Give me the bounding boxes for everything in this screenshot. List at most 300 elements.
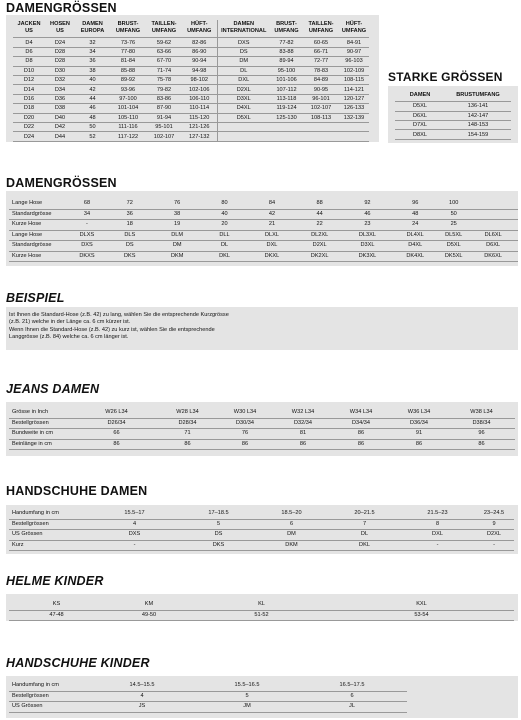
table-cell: D5XL: [395, 102, 445, 111]
table-cell: D20: [13, 113, 45, 122]
table-row: [13, 94, 369, 103]
table-cell: 36: [106, 209, 153, 220]
heading-helme-kinder: HELME KINDER: [6, 574, 104, 588]
table-cell: JS: [87, 702, 197, 713]
table-cell: D36/34: [390, 418, 448, 429]
table-cell: 98-102: [182, 75, 217, 84]
table-row: [9, 408, 515, 418]
table-cell: 154-159: [445, 130, 511, 139]
column-header: [13, 20, 45, 38]
table-cell: D6: [13, 47, 45, 56]
table-cell: 6: [297, 691, 407, 702]
table-cell: 86: [448, 439, 515, 450]
table-cell: W34 L34: [349, 409, 373, 416]
table-cell: 19: [153, 220, 200, 231]
table-cell: 90-97: [339, 47, 369, 56]
beispiel-text: [9, 312, 309, 341]
table-row: [9, 610, 514, 621]
table-row: [13, 122, 369, 131]
table-cell: 84-91: [339, 38, 369, 47]
table-row: [13, 47, 369, 56]
table-cell: D4XL: [391, 241, 439, 252]
column-header-line: UMFANG: [187, 28, 212, 35]
table-cell: 17–18.5: [208, 510, 229, 517]
table-cell: DS: [217, 47, 270, 56]
table-cell: D2XL: [474, 530, 514, 541]
beispiel-line: Wenn Ihnen die Standard-Hose (z.B. 42) zu kurz ist, wählen Sie die entsprechende: [9, 326, 215, 333]
table-cell: D40: [45, 113, 75, 122]
table-cell: 23–24.5: [483, 510, 505, 517]
helme-kinder-table: [9, 600, 514, 621]
column-header-line: US: [25, 28, 33, 35]
table-cell: 4: [87, 691, 197, 702]
column-header-line: INTERNATIONAL: [221, 28, 267, 35]
table-row: [9, 251, 518, 262]
table-cell: 20–21.5: [354, 510, 375, 517]
jeans-table: [9, 408, 515, 450]
table-cell: 34: [75, 47, 110, 56]
table-cell: W36 L34: [407, 409, 431, 416]
table-cell: D32: [45, 75, 75, 84]
row-label: Kurze Hose: [9, 220, 68, 231]
column-header: [110, 20, 146, 38]
table-row: [9, 519, 514, 530]
table-cell: 38: [153, 209, 200, 220]
damengroessen-2-table: [9, 199, 518, 262]
table-cell: 79-82: [146, 85, 182, 94]
table-cell: 59-62: [146, 38, 182, 47]
table-cell: DKXS: [68, 251, 106, 262]
table-cell: D5XL: [439, 241, 468, 252]
starke-groessen-panel: [388, 86, 518, 143]
table-cell: DK4XL: [391, 251, 439, 262]
table-cell: DKS: [106, 251, 153, 262]
table-cell: 95-100: [270, 66, 303, 75]
table-cell: DXS: [217, 38, 270, 47]
column-header: [339, 20, 369, 38]
row-label: Beinlänge in cm: [9, 439, 74, 450]
row-label: Standardgrösse: [9, 209, 68, 220]
table-row: [9, 509, 514, 519]
table-row: [13, 85, 369, 94]
table-cell: 86: [332, 429, 390, 440]
table-row: [9, 429, 515, 440]
table-cell: 111-116: [110, 122, 146, 131]
table-row: [9, 540, 514, 551]
table-cell: 125-130: [270, 113, 303, 122]
table-cell: 132-139: [339, 113, 369, 122]
table-cell: D12: [13, 75, 45, 84]
table-cell: 34: [68, 209, 106, 220]
table-cell: 32: [75, 38, 110, 47]
table-cell: W30 L34: [233, 409, 257, 416]
table-cell: 101-106: [270, 75, 303, 84]
table-row: [13, 113, 369, 122]
table-cell: 25: [439, 220, 468, 231]
table-cell: DXS: [68, 241, 106, 252]
table-cell: 110-114: [182, 104, 217, 113]
table-row: [13, 132, 369, 141]
row-label: Handumfang in cm: [12, 682, 59, 689]
table-row: [395, 120, 511, 129]
table-cell: D44: [45, 132, 75, 141]
table-cell: D34: [45, 85, 75, 94]
table-cell: 86: [332, 439, 390, 450]
heading-damengroessen-1: DAMENGRÖSSEN: [6, 1, 117, 15]
table-cell: [339, 122, 369, 131]
table-cell: 66: [74, 429, 159, 440]
row-label: Kurze Hose: [9, 251, 68, 262]
table-cell: KS: [52, 601, 61, 608]
table-cell: DKM: [153, 251, 200, 262]
table-cell: [217, 132, 270, 141]
table-row: [395, 102, 511, 111]
damengroessen-panel: [6, 15, 379, 142]
table-cell: 36: [75, 57, 110, 66]
table-cell: 88: [316, 200, 323, 207]
table-cell: 97-100: [110, 94, 146, 103]
table-cell: 75-78: [146, 75, 182, 84]
table-cell: DLM: [153, 230, 200, 241]
heading-handschuhe-kinder: HANDSCHUHE KINDER: [6, 656, 150, 670]
table-cell: DKL: [201, 251, 248, 262]
table-cell: 66-71: [303, 47, 339, 56]
table-cell: [270, 132, 303, 141]
table-cell: D24: [13, 132, 45, 141]
table-cell: 18: [106, 220, 153, 231]
table-cell: D38: [45, 104, 75, 113]
column-header-line: UMFANG: [274, 28, 299, 35]
table-cell: DL4XL: [391, 230, 439, 241]
table-cell: 102-107: [146, 132, 182, 141]
table-cell: 83-86: [146, 94, 182, 103]
table-cell: 7: [328, 519, 401, 530]
table-cell: D28: [45, 57, 75, 66]
table-cell: DK5XL: [439, 251, 468, 262]
table-cell: D24: [45, 38, 75, 47]
table-cell: DKL: [328, 540, 401, 551]
table-cell: D8: [13, 57, 45, 66]
table-cell: -: [474, 540, 514, 551]
table-cell: 90-94: [182, 57, 217, 66]
table-cell: D14: [13, 85, 45, 94]
table-row: [395, 130, 511, 139]
table-cell: DL3XL: [344, 230, 392, 241]
table-cell: DK3XL: [344, 251, 392, 262]
table-cell: 5: [197, 691, 297, 702]
table-cell: 73-76: [110, 38, 146, 47]
handschuhe-damen-table: [9, 509, 514, 551]
table-cell: KXL: [416, 601, 427, 608]
table-cell: 121-126: [182, 122, 217, 131]
row-label: Handumfang in cm: [12, 510, 59, 517]
column-header: [303, 20, 339, 38]
table-cell: 46: [75, 104, 110, 113]
table-cell: 4: [87, 519, 182, 530]
table-cell: 48: [75, 113, 110, 122]
row-label: Bestellgrössen: [9, 691, 87, 702]
table-cell: 142-147: [445, 111, 511, 120]
table-cell: DL: [328, 530, 401, 541]
table-cell: 53-54: [329, 610, 514, 621]
table-row: [13, 38, 369, 47]
table-cell: 119-124: [270, 104, 303, 113]
table-cell: D32/34: [274, 418, 332, 429]
table-cell: D10: [13, 66, 45, 75]
table-cell: 102-106: [182, 85, 217, 94]
table-cell: 115-120: [182, 113, 217, 122]
jeans-panel: [6, 402, 518, 456]
column-header: [45, 20, 75, 38]
table-cell: D36: [45, 94, 75, 103]
beispiel-line: Langgrösse (z.B. 84) welche ca. 6 cm länger ist.: [9, 333, 129, 340]
table-row: [9, 681, 514, 691]
table-cell: 49-50: [104, 610, 194, 621]
table-cell: 23: [344, 220, 392, 231]
table-cell: DXS: [87, 530, 182, 541]
table-cell: D4XL: [217, 104, 270, 113]
heading-handschuhe-damen: HANDSCHUHE DAMEN: [6, 484, 148, 498]
table-cell: 81-84: [110, 57, 146, 66]
table-cell: D6XL: [395, 111, 445, 120]
table-cell: 106-110: [182, 94, 217, 103]
row-label: Bundweite in cm: [9, 429, 74, 440]
table-cell: 100: [449, 200, 459, 207]
table-cell: KM: [144, 601, 154, 608]
handschuhe-kinder-panel: [6, 676, 518, 718]
table-cell: DXL: [248, 241, 296, 252]
table-cell: 86: [274, 439, 332, 450]
table-cell: D4: [13, 38, 45, 47]
table-cell: D16: [13, 94, 45, 103]
table-cell: D8XL: [395, 130, 445, 139]
table-cell: 96-101: [303, 94, 339, 103]
table-cell: 82-86: [182, 38, 217, 47]
table-cell: 16.5–17.5: [339, 682, 365, 689]
table-cell: [468, 209, 518, 220]
table-cell: DLXL: [248, 230, 296, 241]
heading-jeans-damen: JEANS DAMEN: [6, 382, 100, 396]
table-cell: [270, 122, 303, 131]
table-cell: 44: [75, 94, 110, 103]
column-header-line: US: [56, 28, 64, 35]
table-cell: 52: [75, 132, 110, 141]
table-cell: DKXL: [248, 251, 296, 262]
table-cell: 127-132: [182, 132, 217, 141]
column-header-line: EUROPA: [80, 28, 105, 35]
table-cell: 86: [216, 439, 274, 450]
table-cell: 40: [201, 209, 248, 220]
table-cell: -: [87, 540, 182, 551]
table-cell: 108-113: [303, 113, 339, 122]
table-cell: D2XL: [217, 85, 270, 94]
table-cell: 9: [474, 519, 514, 530]
table-cell: 85-88: [110, 66, 146, 75]
table-cell: 77-80: [110, 47, 146, 56]
table-cell: -: [68, 220, 106, 231]
heading-beispiel: BEISPIEL: [6, 291, 65, 305]
table-cell: 18.5–20: [281, 510, 302, 517]
table-cell: 102-107: [303, 104, 339, 113]
table-cell: 84-89: [303, 75, 339, 84]
table-cell: 96-103: [339, 57, 369, 66]
table-cell: DL: [217, 66, 270, 75]
table-cell: DLS: [106, 230, 153, 241]
table-cell: DXL: [217, 75, 270, 84]
table-cell: D18: [13, 104, 45, 113]
table-row: [13, 66, 369, 75]
table-row: [9, 241, 518, 252]
table-cell: [468, 199, 518, 209]
row-label: Lange Hose: [12, 200, 43, 207]
column-header-line: BRUST-: [276, 21, 297, 27]
table-cell: 107-112: [270, 85, 303, 94]
table-cell: D38/34: [448, 418, 515, 429]
table-row: [9, 220, 518, 231]
table-cell: D2XL: [296, 241, 344, 252]
heading-starke-groessen: STARKE GRÖSSEN: [388, 70, 503, 84]
table-cell: 42: [75, 85, 110, 94]
table-cell: 71: [159, 429, 216, 440]
table-cell: -: [401, 540, 474, 551]
table-cell: D30: [45, 66, 75, 75]
table-cell: 86: [74, 439, 159, 450]
table-cell: D7XL: [395, 120, 445, 129]
table-cell: 86: [390, 439, 448, 450]
table-cell: KL: [258, 601, 265, 608]
table-cell: 63-66: [146, 47, 182, 56]
table-cell: 102-109: [339, 66, 369, 75]
table-cell: 81: [274, 429, 332, 440]
table-cell: 6: [255, 519, 328, 530]
column-header-line: BRUST-: [117, 21, 139, 27]
table-cell: DS: [106, 241, 153, 252]
table-cell: 94-98: [182, 66, 217, 75]
table-cell: 114-121: [339, 85, 369, 94]
table-cell: 72-77: [303, 57, 339, 66]
table-row: [9, 199, 518, 209]
table-cell: 72: [126, 200, 133, 207]
column-header-line: DAMEN: [82, 21, 103, 27]
table-cell: 105-110: [110, 113, 146, 122]
table-cell: 38: [75, 66, 110, 75]
starke-groessen-table: [395, 91, 511, 140]
table-cell: 47-48: [9, 610, 104, 621]
damengroessen-2-panel: [6, 191, 518, 266]
table-cell: D30/34: [216, 418, 274, 429]
helme-kinder-panel: [6, 594, 518, 621]
table-cell: W32 L34: [291, 409, 315, 416]
table-cell: DM: [255, 530, 328, 541]
table-cell: 76: [216, 429, 274, 440]
table-cell: 84: [268, 200, 276, 207]
table-cell: 24: [391, 220, 439, 231]
table-cell: 21: [248, 220, 296, 231]
table-row: [13, 75, 369, 84]
table-cell: 83-88: [270, 47, 303, 56]
table-row: [9, 530, 514, 541]
table-cell: [303, 122, 339, 131]
table-cell: 101-104: [110, 104, 146, 113]
table-cell: D5XL: [217, 113, 270, 122]
table-cell: 80: [221, 200, 228, 207]
column-header-line: UMFANG: [308, 28, 334, 35]
table-cell: DL6XL: [468, 230, 518, 241]
table-cell: W26 L34: [105, 409, 128, 416]
table-row: [9, 439, 515, 450]
column-header-line: HÜFT-: [345, 21, 363, 27]
table-row: [13, 57, 369, 66]
column-header: [146, 20, 182, 38]
table-cell: D3XL: [217, 94, 270, 103]
table-cell: DL2XL: [296, 230, 344, 241]
table-cell: D26/34: [74, 418, 159, 429]
table-cell: 120-127: [339, 94, 369, 103]
table-cell: 77-82: [270, 38, 303, 47]
column-header: [182, 20, 217, 38]
table-cell: 46: [344, 209, 392, 220]
table-cell: W38 L34: [470, 409, 493, 416]
beispiel-line: (z.B. 21) welche in der Länge ca. 6 cm kürzer ist.: [9, 319, 131, 326]
table-cell: DK2XL: [296, 251, 344, 262]
table-cell: 15.5–16.5: [234, 682, 260, 689]
column-header-line: HOSEN: [50, 21, 70, 27]
beispiel-line: Ist Ihnen die Standard-Hose (z.B. 42) zu lang, wählen Sie die entsprechende Kurzgrösse: [9, 312, 229, 318]
handschuhe-damen-panel: [6, 505, 518, 554]
table-cell: 91-94: [146, 113, 182, 122]
table-cell: 136-141: [445, 102, 511, 111]
column-header-line: TAILLEN-: [151, 21, 177, 27]
table-cell: 117-122: [110, 132, 146, 141]
table-cell: 22: [296, 220, 344, 231]
table-cell: D22: [13, 122, 45, 131]
table-cell: 126-133: [339, 104, 369, 113]
row-label: Kurz: [9, 540, 87, 551]
table-cell: 93-96: [110, 85, 146, 94]
table-cell: DL: [201, 241, 248, 252]
column-header: [217, 20, 270, 38]
table-cell: 44: [296, 209, 344, 220]
column-header-line: TAILLEN-: [308, 21, 334, 27]
table-cell: DLXS: [68, 230, 106, 241]
table-cell: 91: [390, 429, 448, 440]
table-cell: [468, 220, 518, 231]
table-cell: D34/34: [332, 418, 390, 429]
table-cell: 50: [75, 122, 110, 131]
table-cell: 8: [401, 519, 474, 530]
table-cell: [339, 132, 369, 141]
table-cell: 50: [439, 209, 468, 220]
column-header-line: UMFANG: [341, 28, 367, 35]
table-cell: W28 L34: [176, 409, 199, 416]
column-header: [270, 20, 303, 38]
table-cell: 87-90: [146, 104, 182, 113]
column-header-line: HÜFT-: [191, 21, 208, 27]
table-cell: 40: [75, 75, 110, 84]
table-cell: 5: [182, 519, 255, 530]
table-cell: 148-153: [445, 120, 511, 129]
row-label: Standardgrösse: [9, 241, 68, 252]
table-cell: DS: [182, 530, 255, 541]
table-cell: 15.5–17: [124, 510, 145, 517]
table-cell: [303, 132, 339, 141]
table-cell: 71-74: [146, 66, 182, 75]
table-cell: DKM: [255, 540, 328, 551]
table-cell: D28: [45, 47, 75, 56]
table-cell: 86-90: [182, 47, 217, 56]
table-cell: DM: [153, 241, 200, 252]
row-label: Grösse in Inch: [12, 409, 49, 416]
